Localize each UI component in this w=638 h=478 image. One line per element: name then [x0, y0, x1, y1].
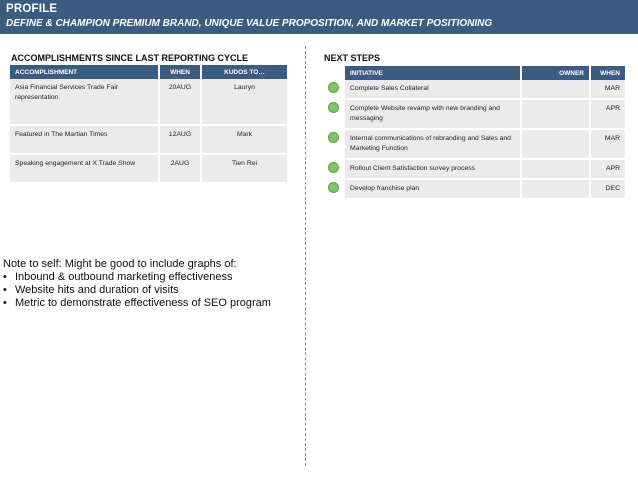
owner-cell [521, 80, 590, 99]
initiative-cell: Complete Website revamp with new branding and messaging [344, 99, 521, 129]
initiative-cell: Rollout Client Satisfaction survey process [344, 159, 521, 179]
table-row [10, 154, 288, 183]
owner-cell [521, 99, 590, 129]
owner-cell [521, 179, 590, 199]
list-item: • Metric to demonstrate effectiveness of SEO program [3, 297, 271, 310]
table-row [324, 99, 626, 129]
list-item: • Inbound & outbound marketing effectiveness [3, 271, 271, 284]
note-list [3, 271, 271, 310]
owner-cell [521, 129, 590, 159]
column-header-when: WHEN [159, 65, 201, 79]
status-cell [324, 159, 344, 179]
status-dot-icon [328, 182, 339, 193]
note-intro: Note to self: Might be good to include graphs of: [3, 258, 237, 270]
note-to-self [3, 258, 271, 310]
when-cell: 20AUG [159, 79, 201, 125]
status-dot-icon [328, 82, 339, 93]
status-dot-icon [328, 102, 339, 113]
when-cell: MAR [590, 129, 626, 159]
column-divider [305, 46, 306, 466]
status-cell [324, 129, 344, 159]
status-cell [324, 99, 344, 129]
when-cell: 12AUG [159, 125, 201, 154]
table-row [324, 179, 626, 199]
when-cell: APR [590, 99, 626, 129]
column-header-when: WHEN [590, 66, 626, 80]
owner-cell [521, 159, 590, 179]
initiative-cell: Develop franchise plan [344, 179, 521, 199]
accomplishments-title: ACCOMPLISHMENTS SINCE LAST REPORTING CYCLE [11, 53, 249, 63]
next-steps-title: NEXT STEPS [324, 53, 381, 63]
status-dot-icon [328, 132, 339, 143]
next-steps-table [324, 66, 627, 200]
when-cell: MAR [590, 80, 626, 99]
list-item: • Website hits and duration of visits [3, 284, 271, 297]
page-title: PROFILE [6, 3, 58, 15]
kudos-cell: Lauryn [201, 79, 288, 125]
column-header-owner: OWNER [521, 66, 590, 80]
table-row [10, 125, 288, 154]
table-row [324, 80, 626, 99]
column-header-kudos: KUDOS TO… [201, 65, 288, 79]
page-subtitle: DEFINE & CHAMPION PREMIUM BRAND, UNIQUE VALUE PROPOSITION, AND MARKET POSITIONING [6, 18, 493, 29]
status-dot-icon [328, 162, 339, 173]
when-cell: APR [590, 159, 626, 179]
column-header-initiative: INITIATIVE [344, 66, 521, 80]
table-row [324, 129, 626, 159]
accomplishment-cell: Speaking engagement at X Trade Show [10, 154, 159, 183]
accomplishment-cell: Featured in The Martian Times [10, 125, 159, 154]
kudos-cell: Mark [201, 125, 288, 154]
initiative-cell: Complete Sales Collateral [344, 80, 521, 99]
when-cell: 2AUG [159, 154, 201, 183]
column-header-accomplishment: ACCOMPLISHMENT [10, 65, 159, 79]
initiative-cell: Internal communications of rebranding and Sales and Marketing Function [344, 129, 521, 159]
table-row [10, 79, 288, 125]
status-column-header [324, 66, 344, 80]
kudos-cell: Tien Rei [201, 154, 288, 183]
status-cell [324, 179, 344, 199]
table-row [324, 159, 626, 179]
when-cell: DEC [590, 179, 626, 199]
accomplishment-cell: Asia Financial Services Trade Fair representation [10, 79, 159, 125]
header-banner [0, 0, 638, 34]
status-cell [324, 80, 344, 99]
accomplishments-table [10, 65, 289, 184]
